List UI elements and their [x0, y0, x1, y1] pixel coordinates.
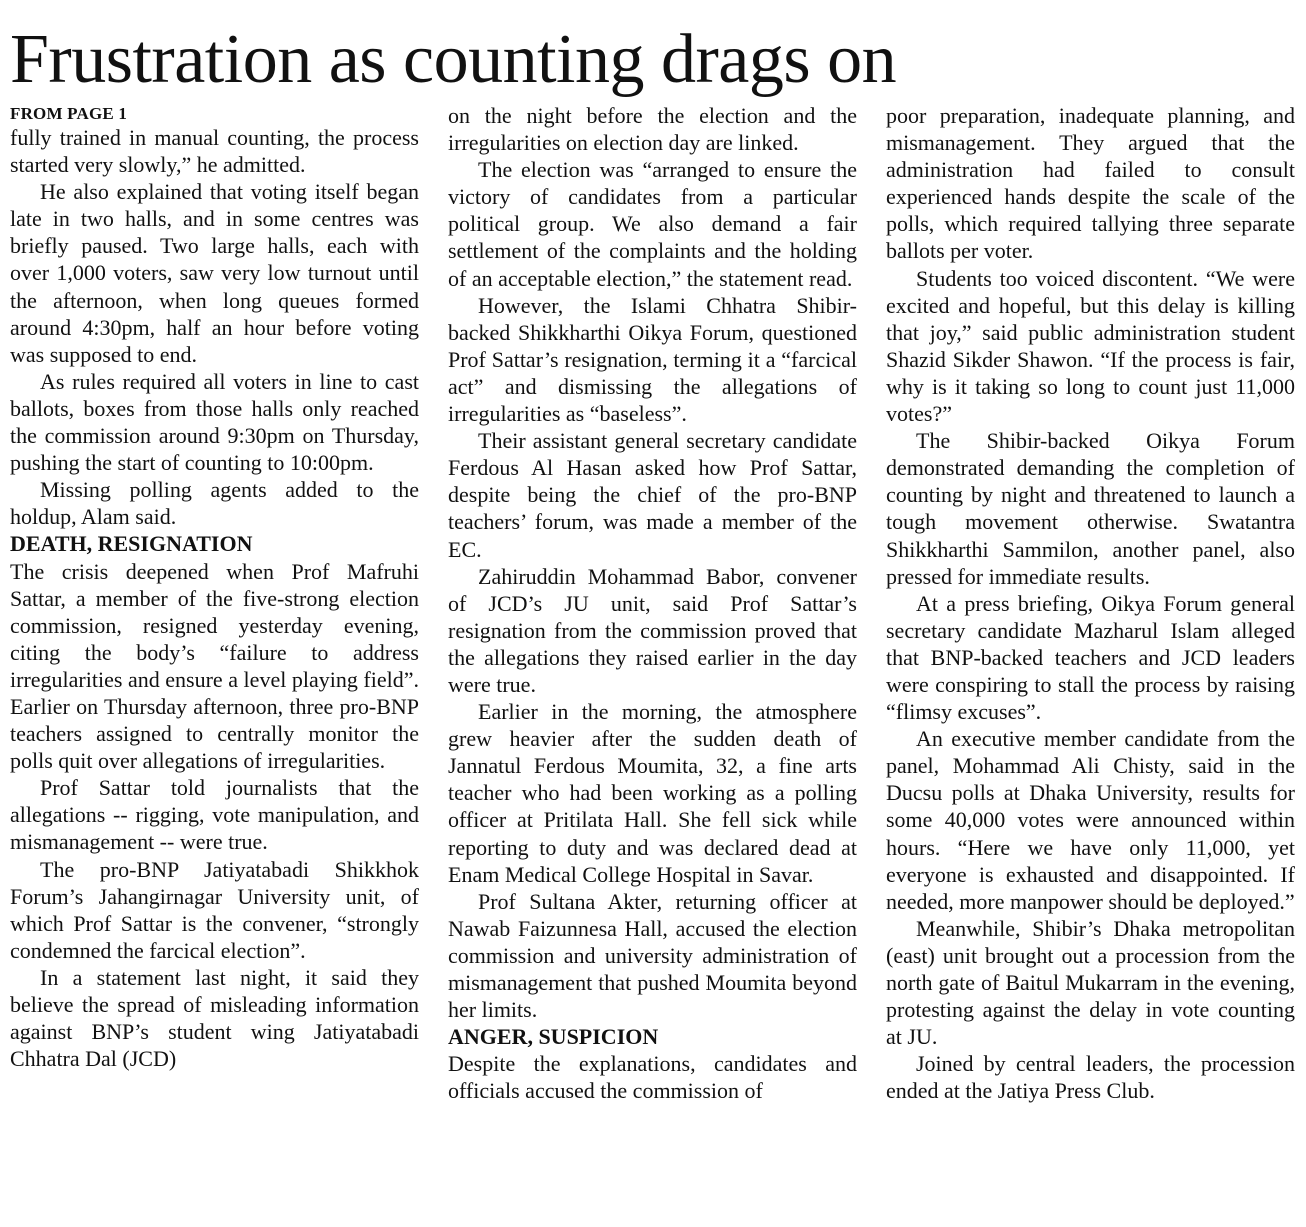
- paragraph: At a press briefing, Oikya Forum general secretary candidate Mazharul Islam alleged that BNP-backed teachers and JCD leaders were conspiring to stall the process by raising “flimsy excuses”.: [886, 590, 1295, 725]
- paragraph: Zahiruddin Mohammad Babor, convener of JCD’s JU unit, said Prof Sattar’s resignation from the commission proved that the allegations they raised earlier in the day were true.: [448, 563, 857, 697]
- paragraph: He also explained that voting itself began late in two halls, and in some centres was briefly paused. Two large halls, each with over 1,000 voters, saw very low turnout until the afternoon, when long queues formed around 4:30pm, half an hour before voting was supposed to end.: [10, 179, 419, 367]
- subhead-anger-suspicion: ANGER, SUSPICION: [448, 1024, 659, 1050]
- paragraph: However, the Islami Chhatra Shibir-backed Shikkharthi Oikya Forum, questioned Prof Sattar’s resignation, terming it a “farcical act” and dismissing the allegations of irregularities as “baseless”.: [448, 292, 857, 427]
- paragraph: As rules required all voters in line to cast ballots, boxes from those halls only reached the commission around 9:30pm on Thursday, pushing the start of counting to 10:00pm.: [10, 368, 419, 476]
- paragraph: An executive member candidate from the panel, Mohammad Ali Chisty, said in the Ducsu polls at Dhaka University, results for some 40,000 votes were announced within hours. “Here we have only 11,000, yet everyone is exhausted and disappointed. If needed, more manpower should be deployed.”: [886, 726, 1295, 914]
- paragraph: Students too voiced discontent. “We were excited and hopeful, but this delay is killing that joy,” said public administration student Shazid Sikder Shawon. “If the process is fair, why is it taking so long to count just 11,000 votes?”: [886, 265, 1295, 427]
- headline: Frustration as counting drags on: [10, 21, 897, 98]
- article-column-3: [886, 102, 1295, 1222]
- paragraph: In a statement last night, it said they believe the spread of misleading information against BNP’s student wing Jatiyatabadi Chhatra Dal (JCD): [10, 964, 419, 1072]
- paragraph: The pro-BNP Jatiyatabadi Shikkhok Forum’s Jahangirnagar University unit, of which Prof Sattar is the convener, “strongly condemned the farcical election”.: [10, 856, 419, 963]
- paragraph: poor preparation, inadequate planning, and mismanagement. They argued that the administration had failed to consult experienced hands despite the scale of the polls, which required tallying three separate ballots per voter.: [886, 103, 1295, 264]
- paragraph: Prof Sattar told journalists that the allegations -- rigging, vote manipulation, and mismanagement -- were true.: [10, 775, 419, 855]
- paragraph: Their assistant general secretary candidate Ferdous Al Hasan asked how Prof Sattar, despite being the chief of the pro-BNP teachers’ forum, was made a member of the EC.: [448, 428, 857, 562]
- subhead-death-resignation: DEATH, RESIGNATION: [10, 531, 253, 557]
- paragraph: Meanwhile, Shibir’s Dhaka metropolitan (east) unit brought out a procession from the north gate of Baitul Mukarram in the evening, protesting against the delay in vote counting at JU.: [886, 915, 1295, 1050]
- article-column-1: [10, 102, 419, 1222]
- paragraph: fully trained in manual counting, the process started very slowly,” he admitted.: [10, 125, 419, 178]
- paragraph: Missing polling agents added to the holdup, Alam said.: [10, 477, 419, 530]
- paragraph: Earlier in the morning, the atmosphere grew heavier after the sudden death of Jannatul Ferdous Moumita, 32, a fine arts teacher who had been working as a polling officer at Pritilata Hall. She fell sick while reporting to duty and was declared dead at Enam Medical College Hospital in Savar.: [448, 699, 857, 887]
- paragraph: Prof Sultana Akter, returning officer at Nawab Faizunnesa Hall, accused the election commission and university administration of mismanagement that pushed Moumita beyond her limits.: [448, 888, 857, 1023]
- article-column-2: [448, 102, 857, 1222]
- paragraph: The crisis deepened when Prof Mafruhi Sattar, a member of the five-strong election commission, resigned yesterday evening, citing the body’s “failure to address irregularities and ensure a level playing field”. Earlier on Thursday afternoon, three pro-BNP teachers assigned to centrally monitor the polls quit over allegations of irregularities.: [10, 558, 419, 774]
- paragraph: The Shibir-backed Oikya Forum demonstrated demanding the completion of counting by night and threatened to launch a tough movement otherwise. Swatantra Shikkharthi Sammilon, another panel, also pressed for immediate results.: [886, 428, 1295, 589]
- paragraph: on the night before the election and the irregularities on election day are linked.: [448, 103, 857, 156]
- kicker-from-page: FROM PAGE 1: [10, 104, 128, 123]
- paragraph: Joined by central leaders, the procession ended at the Jatiya Press Club.: [886, 1051, 1295, 1104]
- paragraph: Despite the explanations, candidates and officials accused the commission of: [448, 1051, 857, 1104]
- paragraph: The election was “arranged to ensure the victory of candidates from a particular political group. We also demand a fair settlement of the complaints and the holding of an acceptable election,” the statement read.: [448, 157, 857, 291]
